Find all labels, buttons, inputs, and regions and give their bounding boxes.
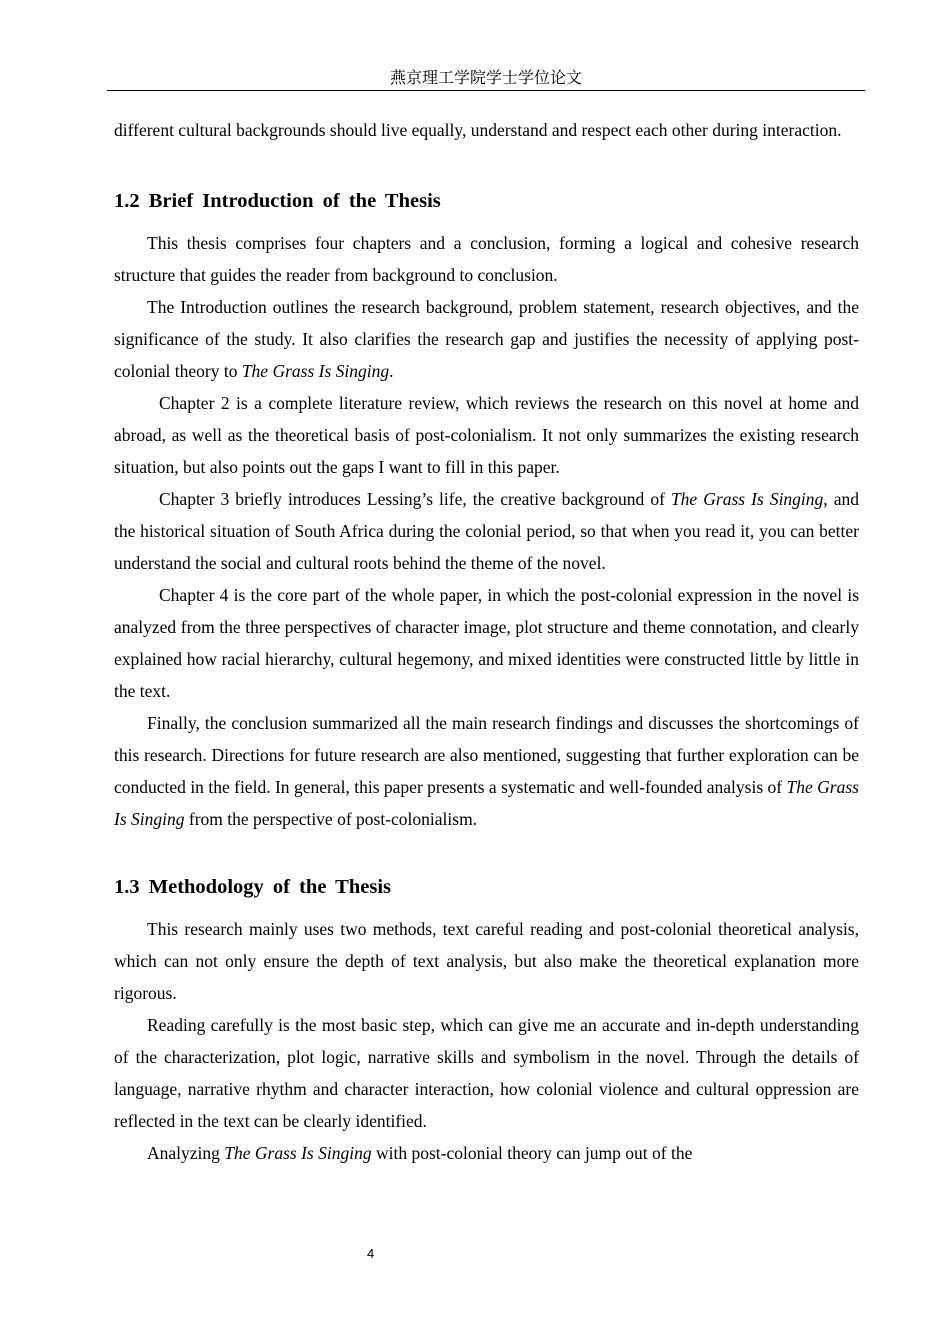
novel-title: The Grass Is Singing <box>224 1143 372 1163</box>
paragraph-methods: This research mainly uses two methods, text careful reading and post-colonial theoretical analysis, which can not only ensure the depth of text analysis, but also make the theoretical explanation more rigorous. <box>114 919 859 1003</box>
paragraph-text: The Introduction outlines the research background, problem statement, research objectives, and the significance of the study. It also clarifies the research gap and justifies the necessity of applying post-colonial theory to <box>114 297 859 381</box>
paragraph-text: with post-colonial theory can jump out of the <box>371 1143 693 1163</box>
page-number: 4 <box>367 1246 375 1261</box>
paragraph-text: Analyzing <box>147 1143 225 1163</box>
paragraph-text: . <box>389 361 394 381</box>
paragraph-close-reading: Reading carefully is the most basic step, which can give me an accurate and in-depth understanding of the characterization, plot logic, narrative skills and symbolism in the novel. Through the details of language, narrative rhythm and character interaction, how colonial violence and cultural oppression are reflected in the text can be clearly identified. <box>114 1015 859 1131</box>
carryover-paragraph: different cultural backgrounds should live equally, understand and respect each other during interaction. <box>114 120 842 140</box>
paragraph-introduction-chapter <box>114 291 859 387</box>
section-heading-1-3: 1.3 Methodology of the Thesis <box>114 876 392 898</box>
novel-title: The Grass Is Singing <box>670 489 824 509</box>
paragraph-text: , and the historical situation of South Africa during the colonial period, so that when you read it, you can better understand the social and cultural roots behind the theme of the novel. <box>114 489 859 573</box>
paragraph-text: from the perspective of post-colonialism. <box>184 809 478 829</box>
paragraph-text: Chapter 3 briefly introduces Lessing’s life, the creative background of <box>159 489 671 509</box>
paragraph-structure-overview: This thesis comprises four chapters and a conclusion, forming a logical and cohesive research structure that guides the reader from background to conclusion. <box>114 233 859 285</box>
body-text <box>114 114 859 1169</box>
paragraph-chapter-4: Chapter 4 is the core part of the whole paper, in which the post-colonial expression in the novel is analyzed from the three perspectives of character image, plot structure and theme connotation, and clearly explained how racial hierarchy, cultural hegemony, and mixed identities were constructed little by little in the text. <box>114 585 859 701</box>
novel-title: The Grass Is Singing <box>114 777 859 829</box>
section-heading-1-2: 1.2 Brief Introduction of the Thesis <box>114 190 441 212</box>
paragraph-conclusion <box>114 707 859 835</box>
paragraph-chapter-2: Chapter 2 is a complete literature review, which reviews the research on this novel at home and abroad, as well as the theoretical basis of post-colonialism. It not only summarizes the existing research situation, but also points out the gaps I want to fill in this paper. <box>114 393 859 477</box>
novel-title: The Grass Is Singing <box>241 361 390 381</box>
paragraph-chapter-3 <box>114 483 859 579</box>
paragraph-postcolonial-analysis <box>114 1137 859 1169</box>
header-rule <box>107 90 865 91</box>
paragraph-text: Finally, the conclusion summarized all the main research findings and discusses the shortcomings of this research. Directions for future research are also mentioned, suggesting that further exploration can be conducted in the field. In general, this paper presents a systematic and well-founded analysis of <box>114 713 859 797</box>
running-header: 燕京理工学院学士学位论文 <box>389 68 582 87</box>
